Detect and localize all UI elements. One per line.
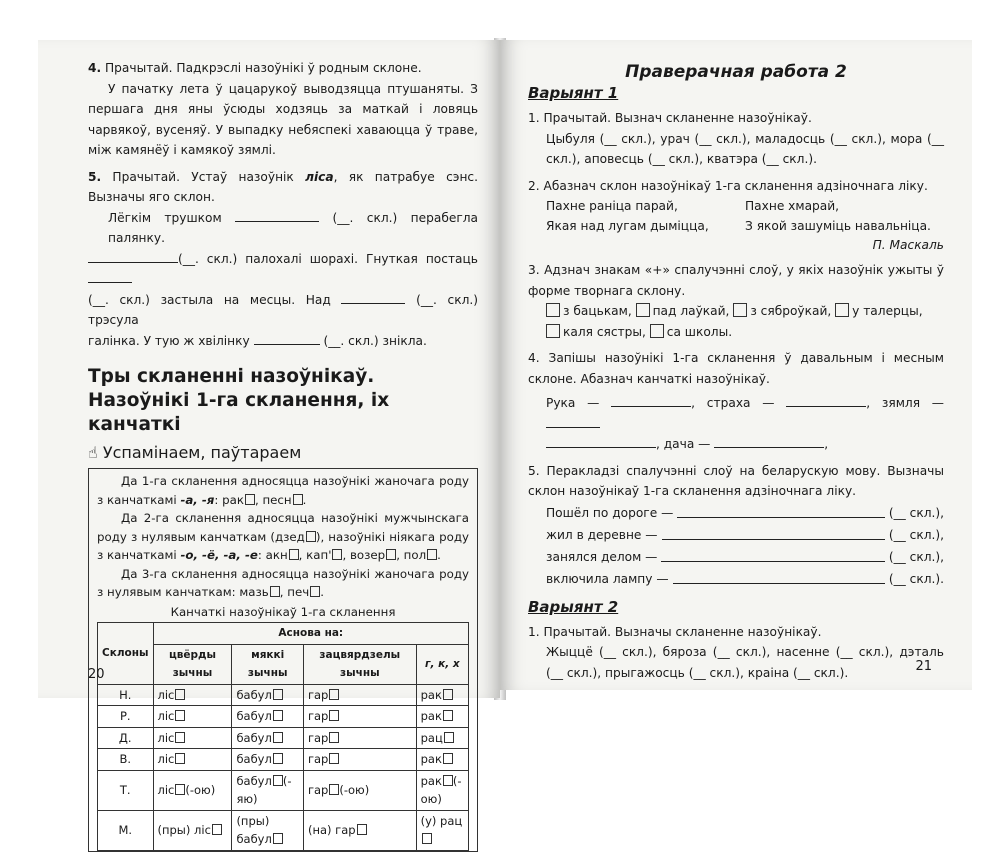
answer-blank[interactable] (254, 332, 320, 345)
table-row: Т. ліс (-ою) бабул (-яю) гар (-ою) рак (-ою) (98, 770, 469, 810)
table-row: В. ліс бабул гар рак (98, 749, 469, 771)
right-page (500, 40, 972, 690)
task-instruction-b: , як патрабуе сэнс. Вызначы яго склон. (88, 169, 478, 204)
table-row: Р. ліс бабул гар рак (98, 706, 469, 728)
poem-left-column: Пахне раніца парай, Якая над лугам дыміцца, (546, 199, 709, 233)
word-line-2: , дача — , (528, 434, 944, 455)
ending-box (175, 784, 185, 795)
pointing-hand-icon: ☝ (88, 443, 98, 462)
header-soft: мяккі зычны (232, 644, 304, 684)
ending-box (329, 784, 339, 795)
answer-blank[interactable] (235, 209, 319, 222)
task-instruction: 5. Перакладзі спалучэнні слоў на беларускую мову. Вызначы склон назоўнікаў 1-га скланення адзіночнага ліку. (528, 463, 944, 498)
ending-box (175, 753, 185, 764)
ending-box (273, 775, 283, 786)
answer-blank[interactable] (714, 435, 824, 448)
translation-row: занялся делом — (__ скл.), (546, 549, 944, 564)
ending-box (273, 732, 283, 743)
option-checkbox[interactable] (835, 303, 849, 317)
ending-box (443, 689, 453, 700)
option-checkbox[interactable] (650, 324, 664, 338)
right-task-4 (528, 348, 944, 455)
ending-box (329, 689, 339, 700)
section-title: Тры скланенні назоўнікаў. Назоўнікі 1-га скланення, іх канчаткі (88, 366, 390, 435)
poem-author: П. Маскаль (872, 238, 944, 252)
ending-box (245, 494, 255, 505)
ending-box (273, 710, 283, 721)
answer-line[interactable] (673, 582, 885, 584)
table-header-row (98, 623, 469, 645)
right-task-2 (528, 176, 944, 255)
ending-box (329, 753, 339, 764)
task-instruction: 4. Запішы назоўнікі 1-га скланення ў давальным і месным склоне. Абазнач канчаткі назоўнікаў. (528, 351, 944, 386)
answer-blank[interactable] (546, 415, 600, 428)
answer-blank[interactable] (611, 394, 691, 407)
task-number: 4. (88, 61, 102, 75)
right-v2-task-1 (528, 622, 944, 684)
task-text: Жыццё (__ скл.), бяроза (__ скл.), насенне (__ скл.), дэталь (__ скл.), прыгажосць (__ скл.), краіна (__ скл.). (546, 645, 944, 680)
ending-box (212, 824, 222, 835)
variant-2-heading: Варыянт 2 (528, 597, 619, 616)
ending-box (293, 494, 303, 505)
answer-blank[interactable] (786, 394, 866, 407)
option-checkbox[interactable] (546, 303, 560, 317)
ending-box (329, 732, 339, 743)
ending-box (270, 586, 280, 597)
test-title: Праверачная работа 2 (625, 62, 847, 82)
page-number: 21 (915, 659, 932, 674)
ending-box (427, 549, 437, 560)
answer-line[interactable] (662, 538, 885, 540)
fill-line-1-text: Лёгкім трушком (108, 210, 222, 225)
option-checkbox[interactable] (636, 303, 650, 317)
right-task-3 (528, 260, 944, 342)
options: каля сястры, са школы. (528, 322, 944, 343)
task-instruction: 1. Прачытай. Вызначы скланенне назоўнікаў. (528, 624, 822, 639)
header-gkx: г, к, х (416, 644, 468, 684)
variant-1-heading: Варыянт 1 (528, 84, 619, 102)
remember-label: Успамінаем, паўтараем (102, 443, 302, 462)
answer-blank[interactable] (88, 270, 132, 283)
fill-line-3-text: (__. скл.) застыла на месцы. Над (88, 292, 331, 307)
remember-heading (88, 443, 478, 462)
fill-line-4-text: галінка. У тую ж хвілінку (88, 333, 250, 348)
options: з бацькам, пад лаўкай, з сяброўкай, у талерцы, (528, 301, 944, 322)
rule-second-declension: Да 2-га скланення адносяцца назоўнікі мужчынскага роду з нулявым канчаткам (дзед ), назоўнікі ніякага роду з канчаткамі -о, -ё, -а, -е: акн , кап' , возер , пол . (97, 511, 470, 562)
ending-box (329, 710, 339, 721)
answer-blank[interactable] (546, 435, 656, 448)
task-text: У пачатку лета ў цацарукоў выводзяцца птушаняты. З першага дня яны ўсюды ходзяць за маткай і ловяць чарвякоў, вусеняў. У выпадку небяспекі хаваюцца ў траве, між камянёў і камякоў зямлі. (88, 81, 478, 157)
ending-box (443, 753, 453, 764)
task-instruction: Прачытай. Падкрэслі назоўнікі ў родным склоне. (105, 61, 422, 75)
poem-right-column: Пахне хмарай, З якой зашуміць навальніца. (745, 199, 931, 233)
task-text: Цыбуля (__ скл.), урач (__ скл.), маладосць (__ скл.), мора (__ скл.), аповесць (__ скл.), кватэра (__ скл.). (546, 131, 944, 166)
option-checkbox[interactable] (546, 324, 560, 338)
ending-box (273, 689, 283, 700)
poem (528, 196, 944, 236)
ending-box (273, 753, 283, 764)
endings-table (97, 622, 469, 851)
ending-box (443, 775, 453, 786)
fill-line-1-end: (__. скл.) перабегла палянку. (108, 210, 479, 245)
table-caption: Канчаткі назоўнікаў 1-га скланення (170, 604, 396, 619)
word-line-1: Рука — , страха — , зямля — (528, 393, 944, 434)
ending-box (443, 710, 453, 721)
rule-box (88, 468, 478, 852)
ending-box (306, 531, 316, 542)
header-cases: Склоны (98, 623, 154, 685)
task-instruction: 2. Абазнач склон назоўнікаў 1-га скланення адзіночнага ліку. (528, 178, 928, 193)
rule-third-declension: Да 3-га скланення адносяцца назоўнікі жаночага роду з нулявым канчаткам: мазь , печ . (97, 566, 469, 599)
ending-box (175, 732, 185, 743)
header-hardened: зацвярдзелы зычны (303, 644, 416, 684)
fill-line-4-end: (__. скл.) знікла. (323, 333, 427, 348)
task-number: 5. (88, 169, 102, 184)
fill-line-2-end: (__. скл.) палохалі шорахі. Гнуткая постаць (178, 251, 478, 266)
ending-box (332, 549, 342, 560)
ending-box (310, 586, 320, 597)
table-row: М. (пры) ліс (пры) бабул (на) гар (у) рац (98, 810, 469, 850)
page-number: 20 (88, 667, 105, 682)
task-instruction-a: Прачытай. Устаў назоўнік (112, 169, 306, 184)
task-instruction: 3. Адзнач знакам «+» спалучэнні слоў, у якіх назоўнік ужыты ў форме творнага склону. (528, 263, 944, 298)
answer-line[interactable] (661, 560, 884, 562)
task-keyword: ліса (305, 169, 334, 184)
ending-box (175, 689, 185, 700)
translation-row: включила лампу — (__ скл.). (546, 571, 944, 586)
ending-box (175, 710, 185, 721)
header-stem: Аснова на: (153, 623, 469, 645)
left-task-4 (88, 58, 478, 161)
table-subheader-row (98, 644, 469, 684)
header-hard: цвёрды зычны (153, 644, 232, 684)
left-task-5 (88, 167, 478, 352)
option-checkbox[interactable] (733, 303, 747, 317)
task-instruction: 1. Прачытай. Вызнач скланенне назоўнікаў. (528, 111, 812, 125)
table-row: Д. ліс бабул гар рац (98, 727, 469, 749)
ending-box (357, 824, 367, 835)
ending-box (289, 549, 299, 560)
ending-box (386, 549, 396, 560)
answer-blank[interactable] (88, 250, 178, 263)
right-task-1 (528, 108, 944, 170)
ending-box (422, 833, 432, 844)
left-page (38, 40, 500, 846)
translation-row: жил в деревне — (__ скл.), (546, 527, 944, 542)
ending-box (444, 732, 454, 743)
translation-row: Пошёл по дороге — (__ скл.), (546, 505, 944, 520)
right-task-5 (528, 461, 944, 590)
rule-first-declension: Да 1-га скланення адносяцца назоўнікі жаночага роду з канчаткамі -а, -я: рак , песн . (97, 474, 469, 507)
answer-blank[interactable] (341, 291, 405, 304)
answer-line[interactable] (677, 516, 885, 518)
fill-line-3-end: (__. скл.) трэсула (88, 292, 479, 327)
ending-box (273, 833, 283, 844)
table-row: Н. ліс бабул гар рак (98, 684, 469, 706)
